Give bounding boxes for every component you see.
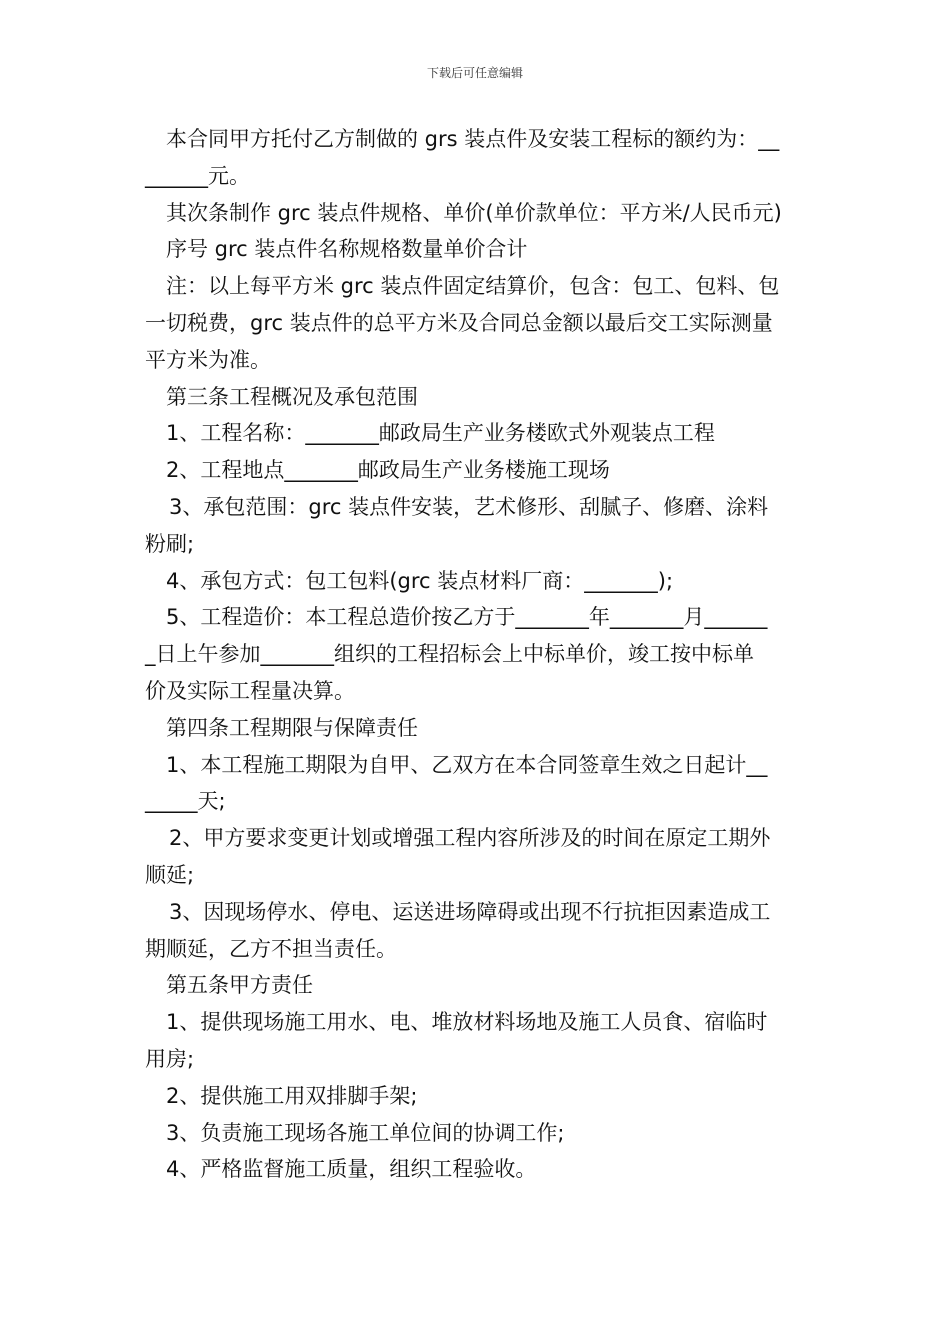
text-line: 第三条工程概况及承包范围 xyxy=(166,384,418,409)
text-line: 第五条甲方责任 xyxy=(166,973,313,998)
text-line: 5、工程造价：本工程总造价按乙方于_______年_______月______ xyxy=(166,605,768,630)
text-line: 顺延; xyxy=(145,862,195,887)
text-line: 3、承包范围：grc 装点件安装，艺术修形、刮腻子、修磨、涂料 xyxy=(169,494,769,519)
text-line: 一切税费，grc 装点件的总平方米及合同总金额以最后交工实际测量 xyxy=(145,310,773,335)
text-line: 本合同甲方托付乙方制做的 grs 装点件及安装工程标的额约为：__ xyxy=(166,127,780,151)
text-line: 2、甲方要求变更计划或增强工程内容所涉及的时间在原定工期外 xyxy=(169,826,771,851)
text-line: 4、承包方式：包工包料(grc 装点材料厂商：_______); xyxy=(166,568,674,593)
text-line: 其次条制作 grc 装点件规格、单价(单价款单位：平方米/人民币元) xyxy=(166,200,782,225)
text-line: 价及实际工程量决算。 xyxy=(145,678,355,703)
text-line: _日上午参加_______组织的工程招标会上中标单价，竣工按中标单 xyxy=(145,642,754,667)
document-body xyxy=(145,121,815,1188)
text-line: 序号 grc 装点件名称规格数量单价合计 xyxy=(166,237,528,262)
page-header-note: 下载后可任意编辑 xyxy=(426,66,523,80)
text-line: 期顺延，乙方不担当责任。 xyxy=(145,936,397,961)
text-line: 用房; xyxy=(145,1046,195,1071)
text-line: 2、提供施工用双排脚手架; xyxy=(166,1083,418,1108)
text-line: 粉刷; xyxy=(145,531,195,556)
text-line: 平方米为准。 xyxy=(145,347,271,372)
text-line: ______元。 xyxy=(145,163,250,188)
text-line: 1、工程名称：_______邮政局生产业务楼欧式外观装点工程 xyxy=(166,421,715,446)
text-line: 2、工程地点_______邮政局生产业务楼施工现场 xyxy=(166,458,610,483)
text-line: 注：以上每平方米 grc 装点件固定结算价，包含：包工、包料、包 xyxy=(166,274,780,299)
text-line: 3、因现场停水、停电、运送进场障碍或出现不行抗拒因素造成工 xyxy=(169,899,771,924)
text-line: _____天; xyxy=(145,789,226,814)
text-line: 1、本工程施工期限为自甲、乙双方在本合同签章生效之日起计__ xyxy=(166,752,768,777)
text-line: 4、严格监督施工质量，组织工程验收。 xyxy=(166,1157,537,1182)
text-line: 第四条工程期限与保障责任 xyxy=(166,715,418,740)
text-line: 1、提供现场施工用水、电、堆放材料场地及施工人员食、宿临时 xyxy=(166,1010,768,1035)
text-line: 3、负责施工现场各施工单位间的协调工作; xyxy=(166,1120,565,1145)
